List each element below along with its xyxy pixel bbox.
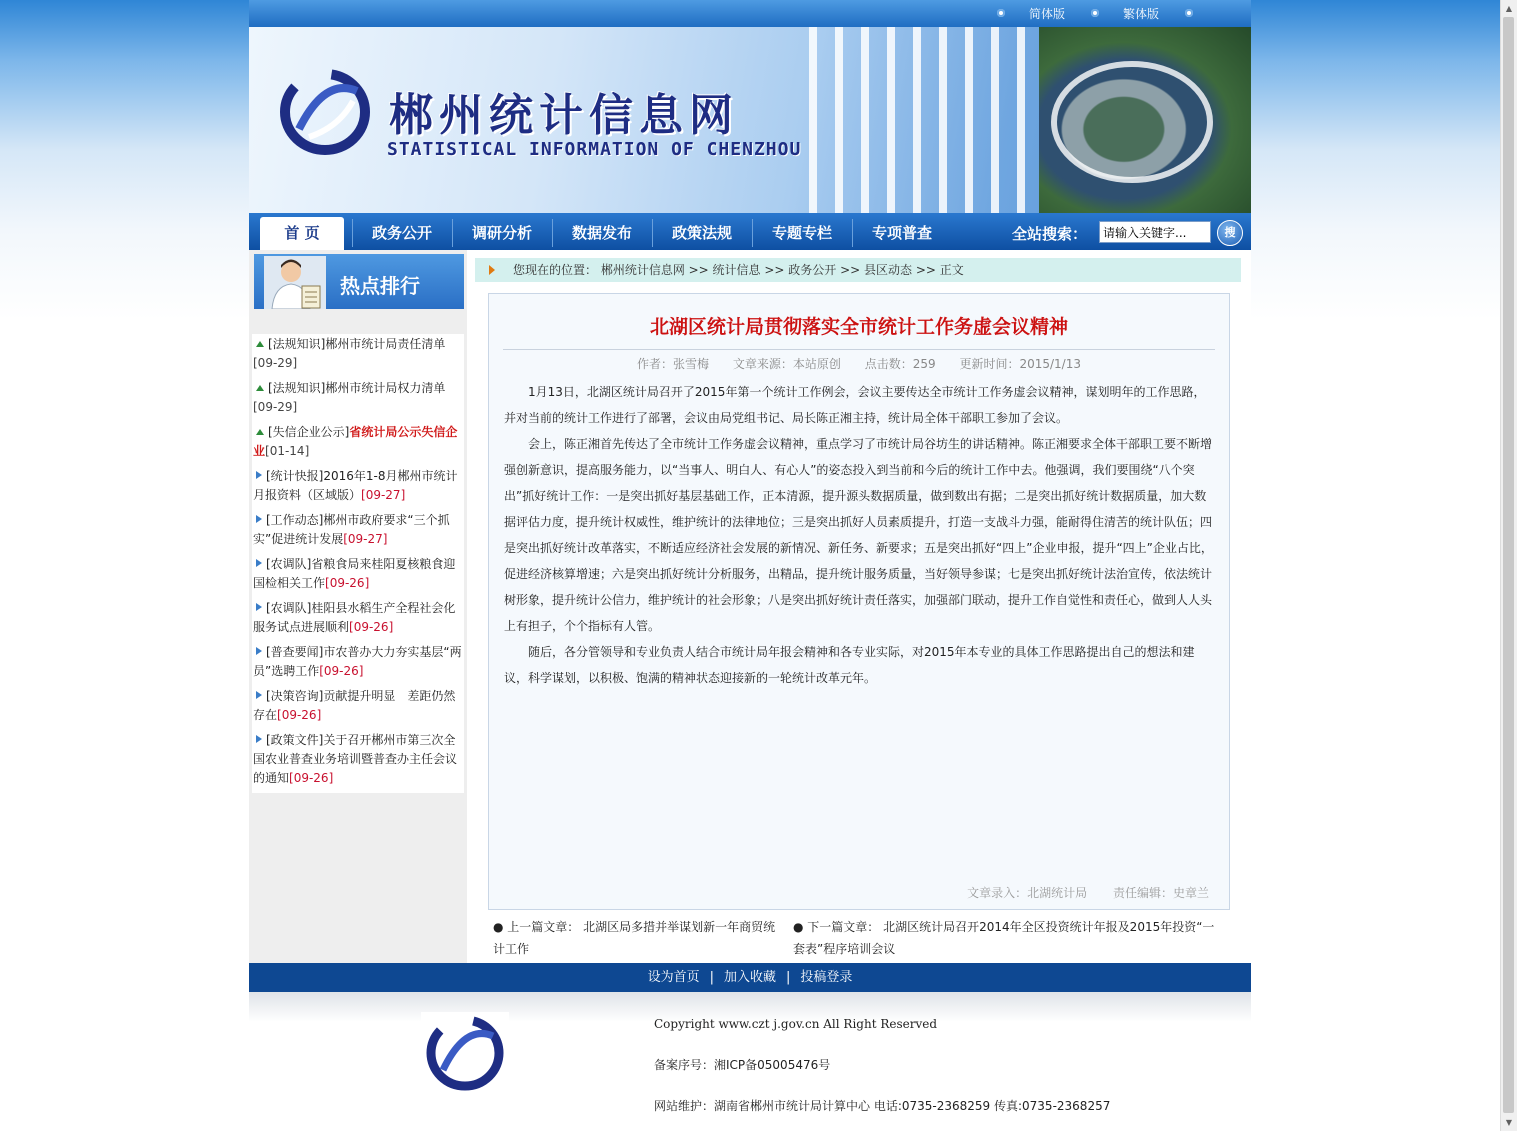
- list-item[interactable]: [252, 378, 464, 422]
- list-item-title[interactable]: [决策咨询]贡献提升明显 差距仍然存在: [253, 689, 456, 722]
- list-item-title[interactable]: [普查要闻]市农普办大力夯实基层“两员”选聘工作: [253, 645, 462, 678]
- list-item-date: [09-27]: [361, 488, 406, 502]
- list-item-date: [09-26]: [277, 708, 322, 722]
- right-arrow-icon: [256, 471, 262, 479]
- list-item-date: [01-14]: [265, 444, 310, 458]
- traditional-chinese-link[interactable]: 繁体版: [1123, 7, 1160, 21]
- scroll-down-arrow-icon[interactable]: ▼: [1505, 1118, 1513, 1127]
- article-updated: 更新时间：2015/1/13: [959, 357, 1081, 371]
- site-title: 郴州统计信息网: [389, 90, 739, 141]
- simplified-chinese-link[interactable]: 简体版: [1029, 7, 1066, 21]
- footer-logo-icon: [421, 1012, 509, 1094]
- location-arrow-icon: [489, 265, 495, 275]
- next-article-label: 下一篇文章：: [807, 920, 880, 934]
- breadcrumb: [475, 258, 1241, 282]
- article-paragraph: 会上，陈正湘首先传达了全市统计工作务虚会议精神，重点学习了市统计局谷坊生的讲话精神。陈正湘要求全体干部职工要不断增强创新意识，提高服务能力，以“当事人、明白人、有心人”的姿态投入到当前和今后的统计工作中去。他强调，我们要围绕“八个突出”抓好统计工作：一是突出抓好基层基础工作，正本清源，提升源头数据质量，做到数出有据；二是突出抓好统计数据质量，加大数据评估力度，提升统计权威性，维护统计的法律地位；三是突出抓好人员素质提升，打造一支战斗力强，能耐得住清苦的统计队伍；四是突出抓好统计改革落实，不断适应经济社会发展的新情况、新任务、新要求；五是突出抓好“四上”企业申报，提升“四上”企业占比，促进经济核算增速；六是突出抓好统计分析服务，出精品，提升统计服务质量，当好领导参谋；七是突出抓好统计法治宣传，依法统计树形象，提升统计公信力，维护统计的社会形象；八是突出抓好统计责任落实，加强部门联动，提升工作自觉性和责任心，做到人人头上有担子，个个指标有人管。: [504, 437, 1213, 633]
- article-editor: 责任编辑：史章兰: [1112, 886, 1209, 900]
- hot-ranking-list: [252, 334, 464, 793]
- up-arrow-icon: [256, 341, 264, 347]
- scroll-up-arrow-icon[interactable]: ▲: [1505, 4, 1513, 13]
- copyright-text: Copyright www.czt j.gov.cn All Right Reserved: [654, 1017, 938, 1031]
- list-item[interactable]: [252, 598, 464, 642]
- icp-text: 备案序号：湘ICP备05005476号: [654, 1058, 831, 1072]
- list-item-title[interactable]: [统计快报]2016年1-8月郴州市统计月报资料（区域版）: [253, 469, 458, 502]
- nav-item-research[interactable]: 调研分析: [471, 224, 532, 242]
- list-item[interactable]: [252, 730, 464, 793]
- nav-item-government-affairs[interactable]: 政务公开: [371, 224, 432, 242]
- bullet-icon: [1185, 9, 1193, 17]
- language-bar: [249, 0, 1251, 27]
- maintainer-text: 网站维护：湖南省郴州市统计局计算中心 电话:0735-2368259 传真:0735-2368257: [654, 1099, 1111, 1113]
- bullet-icon: [997, 9, 1005, 17]
- list-item-title[interactable]: [农调队]省粮食局来桂阳夏核粮食迎国检相关工作: [253, 557, 456, 590]
- scrollbar-thumb[interactable]: [1503, 17, 1514, 1113]
- list-item[interactable]: [252, 686, 464, 730]
- bullet-icon: ●: [493, 920, 508, 934]
- next-article[interactable]: [793, 916, 1223, 960]
- right-arrow-icon: [256, 647, 262, 655]
- nav-item-data-release[interactable]: 数据发布: [571, 224, 632, 242]
- sidebar: [249, 250, 467, 963]
- site-banner: [249, 27, 1251, 213]
- page-scrollbar[interactable]: [1500, 0, 1517, 1131]
- article-title: 北湖区统计局贯彻落实全市统计工作务虚会议精神: [649, 316, 1068, 338]
- submit-login-link[interactable]: 投稿登录: [800, 970, 853, 985]
- next-article-link[interactable]: 北湖区统计局召开2014年全区投资统计年报及2015年投资“一套表”程序培训会议: [793, 920, 1215, 956]
- right-arrow-icon: [256, 603, 262, 611]
- list-item[interactable]: [252, 510, 464, 554]
- list-item-title[interactable]: [法规知识]郴州市统计局权力清单: [268, 381, 446, 395]
- list-item-date: [09-26]: [289, 771, 334, 785]
- list-item-date: [09-27]: [343, 532, 388, 546]
- bullet-icon: [1091, 9, 1099, 17]
- article-author: 作者：张雪梅: [637, 357, 710, 371]
- separator: |: [709, 970, 714, 985]
- list-item-title[interactable]: [农调队]桂阳县水稻生产全程社会化服务试点进展顺利: [253, 601, 456, 634]
- divider: [503, 349, 1215, 350]
- list-item[interactable]: [252, 466, 464, 510]
- list-item-category[interactable]: [失信企业公示]: [268, 425, 350, 439]
- site-logo-icon: [279, 67, 379, 157]
- article-source: 文章来源：本站原创: [732, 357, 841, 371]
- right-arrow-icon: [256, 515, 262, 523]
- article-clicks: 点击数：259: [864, 357, 936, 371]
- hot-ranking-title: 热点排行: [340, 274, 420, 298]
- footer-links-bar: [249, 963, 1251, 992]
- right-arrow-icon: [256, 691, 262, 699]
- set-homepage-link[interactable]: 设为首页: [647, 970, 700, 985]
- nav-item-census[interactable]: 专项普查: [871, 224, 932, 242]
- list-item-date: [09-29]: [253, 356, 298, 370]
- nav-item-home[interactable]: 首 页: [260, 217, 344, 250]
- main-nav: [249, 213, 1251, 250]
- nav-item-policy[interactable]: 政策法规: [671, 224, 732, 242]
- right-arrow-icon: [256, 735, 262, 743]
- up-arrow-icon: [256, 429, 264, 435]
- search-button[interactable]: 搜: [1217, 220, 1243, 246]
- right-arrow-icon: [256, 559, 262, 567]
- list-item-title[interactable]: [法规知识]郴州市统计局责任清单: [268, 337, 446, 351]
- article-panel: [488, 293, 1230, 910]
- add-favorite-link[interactable]: 加入收藏: [723, 970, 776, 985]
- list-item-date: [09-26]: [319, 664, 364, 678]
- list-item[interactable]: [252, 422, 464, 466]
- breadcrumb-text[interactable]: 您现在的位置： 郴州统计信息网 >> 统计信息 >> 政务公开 >> 县区动态 >> 正文: [513, 263, 964, 277]
- list-item-title[interactable]: [政策文件]关于召开郴州市第三次全国农业普查业务培训暨普查办主任会议的通知: [253, 733, 458, 785]
- footer-info: [654, 1004, 1110, 1127]
- list-item-date: [09-26]: [325, 576, 370, 590]
- article-meta: [489, 355, 1229, 372]
- article-recorder: 文章录入：北湖统计局: [967, 886, 1088, 900]
- prev-article-label: 上一篇文章：: [507, 920, 580, 934]
- list-item-date: [09-26]: [349, 620, 394, 634]
- list-item-title[interactable]: [工作动态]郴州市政府要求“三个抓实”促进统计发展: [253, 513, 450, 546]
- list-item-title[interactable]: 省统计局公示失信企业: [253, 425, 458, 458]
- list-item[interactable]: [252, 642, 464, 686]
- article-paragraph: 1月13日，北湖区统计局召开了2015年第一个统计工作例会，会议主要传达全市统计工作务虚会议精神，谋划明年的工作思路，并对当前的统计工作进行了部署，会议由局党组书记、局长陈正湘主持，统计局全体干部职工参加了会议。: [504, 385, 1206, 425]
- article-pagination: [493, 916, 1223, 960]
- prev-article[interactable]: [493, 916, 783, 960]
- nav-item-topics[interactable]: 专题专栏: [771, 224, 832, 242]
- hot-ranking-header: [254, 254, 464, 309]
- article-body: [504, 379, 1214, 691]
- list-item[interactable]: [252, 334, 464, 378]
- prev-article-link[interactable]: 北湖区局多措并举谋划新一年商贸统计工作: [493, 920, 776, 956]
- site-subtitle: STATISTICAL INFORMATION OF CHENZHOU: [387, 139, 802, 160]
- bullet-icon: ●: [793, 920, 808, 934]
- article-credits: [945, 884, 1209, 901]
- page-container: [249, 0, 1251, 1112]
- list-item[interactable]: [252, 554, 464, 598]
- search-label: 全站搜索：: [1012, 225, 1088, 243]
- stadium-photo: [1039, 27, 1251, 213]
- article-paragraph: 随后，各分管领导和专业负责人结合市统计局年报会精神和各专业实际，对2015年本专业的具体工作思路提出自己的想法和建议，科学谋划，以积极、饱满的精神状态迎接新的一轮统计改革元年。: [504, 645, 1195, 685]
- person-avatar-icon: [264, 256, 326, 309]
- list-item-date: [09-29]: [253, 400, 298, 414]
- search-input[interactable]: [1099, 221, 1211, 243]
- separator: |: [786, 970, 791, 985]
- footer: [249, 992, 1251, 1112]
- up-arrow-icon: [256, 385, 264, 391]
